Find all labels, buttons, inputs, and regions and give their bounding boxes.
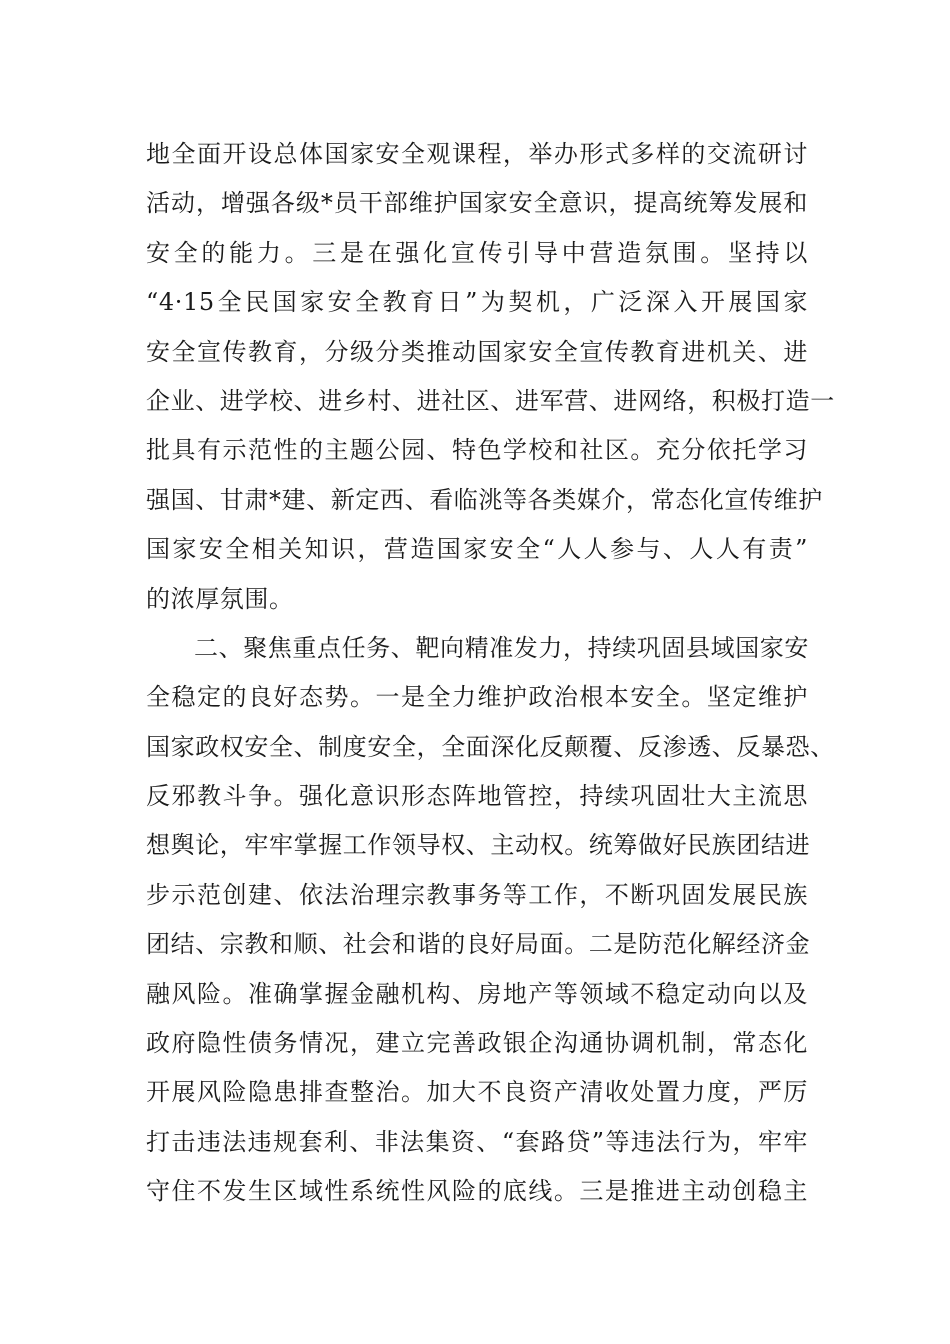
text-line: 想舆论，牢牢掌握工作领导权、主动权。统筹做好民族团结进: [146, 831, 811, 860]
text-line: 守住不发生区域性系统性风险的底线。三是推进主动创稳主: [146, 1177, 808, 1206]
text-line: 国家政权安全、制度安全，全面深化反颠覆、反渗透、反暴恐、: [146, 732, 835, 761]
paragraph-start-line: 二、聚焦重点任务、靶向精准发力，持续巩固县域国家安: [194, 633, 809, 662]
text-line: 融风险。准确掌握金融机构、房地产等领域不稳定动向以及: [146, 979, 808, 1008]
text-line: 全稳定的良好态势。一是全力维护政治根本安全。坚定维护: [146, 683, 808, 712]
text-line: 团结、宗教和顺、社会和谐的良好局面。二是防范化解经济金: [146, 930, 811, 959]
text-line: 地全面开设总体国家安全观课程，举办形式多样的交流研讨: [146, 140, 808, 168]
text-line: 开展风险隐患排查整治。加大不良资产清收处置力度，严厉: [146, 1078, 808, 1107]
text-line: 活动，增强各级*员干部维护国家安全意识，提高统筹发展和: [146, 189, 808, 218]
text-line: 步示范创建、依法治理宗教事务等工作，不断巩固发展民族: [146, 880, 808, 909]
text-line: 的浓厚氛围。: [146, 584, 294, 613]
text-line: 反邪教斗争。强化意识形态阵地管控，持续巩固壮大主流思: [146, 782, 808, 811]
text-line: 强国、甘肃*建、新定西、看临洮等各类媒介，常态化宣传维护: [146, 485, 823, 514]
text-line: 批具有示范性的主题公园、特色学校和社区。充分依托学习: [146, 436, 808, 465]
text-line: 安全宣传教育，分级分类推动国家安全宣传教育进机关、进: [146, 337, 808, 366]
body-text: [146, 130, 835, 1217]
text-line: 企业、进学校、进乡村、进社区、进军营、进网络，积极打造一: [146, 386, 835, 415]
text-line: 政府隐性债务情况，建立完善政银企沟通协调机制，常态化: [146, 1029, 808, 1058]
text-line: 国家安全相关知识，营造国家安全“人人参与、人人有责”: [146, 535, 808, 564]
text-line: 安全的能力。三是在强化宣传引导中营造氛围。坚持以: [146, 238, 808, 267]
text-line: 打击违法违规套利、非法集资、“套路贷”等违法行为，牢牢: [146, 1127, 808, 1156]
text-line: “4·15全民国家安全教育日”为契机，广泛深入开展国家: [146, 288, 808, 317]
